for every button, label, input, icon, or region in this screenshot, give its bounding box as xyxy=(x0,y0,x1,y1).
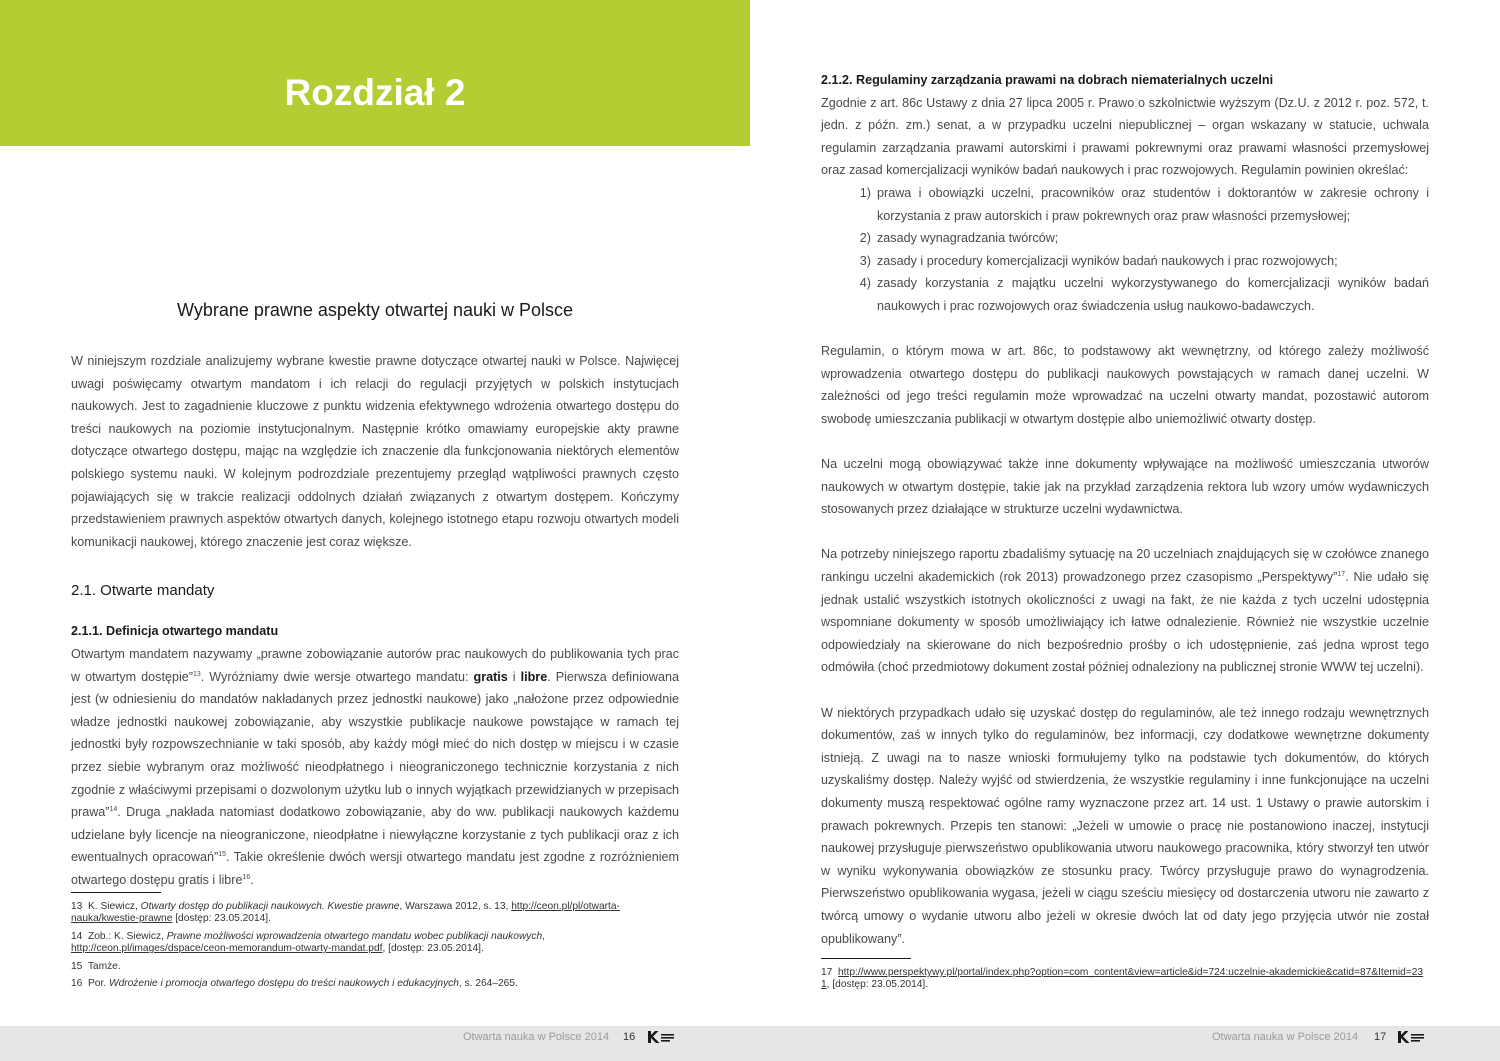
footnote-rule xyxy=(71,892,161,893)
left-body xyxy=(71,350,679,891)
paragraph-gap xyxy=(821,521,1429,544)
chapter-title: Rozdział 2 xyxy=(284,72,466,113)
subsection-heading: 2.1.2. Regulaminy zarządzania prawami na dobrach niematerialnych uczelni xyxy=(821,73,1274,87)
footnote-link[interactable]: http://ceon.pl/images/dspace/ceon-memorandum-otwarty-mandat.pdf xyxy=(71,943,383,955)
text-run: i xyxy=(507,669,521,684)
list-text: zasady i procedury komercjalizacji wyników badań naukowych i prac rozwojowych; xyxy=(877,253,1338,268)
chapter-subtitle: Wybrane prawne aspekty otwartej nauki w Polsce xyxy=(176,300,574,320)
footnote-number: 15 xyxy=(71,960,83,972)
page-number: 16 xyxy=(623,1031,636,1043)
paragraph-gap xyxy=(821,679,1429,702)
text-run: Otwartym mandatem nazywamy „prawne zobowiązanie autorów prac naukowych do publikowania tych prac w otwartym dostępie” xyxy=(71,646,679,684)
requirements-list xyxy=(821,182,1429,318)
page-number: 17 xyxy=(1374,1031,1387,1043)
list-number: 2) xyxy=(859,231,871,246)
footnote-16 xyxy=(71,978,671,990)
footnote-text: , s. 264–265. xyxy=(458,978,518,990)
paragraph-gap xyxy=(821,431,1429,454)
footnote-title: Prawne możliwości wprowadzenia otwartego mandatu wobec publikacji naukowych xyxy=(166,930,543,942)
list-text: prawa i obowiązki uczelni, pracowników oraz studentów i doktorantów w zakresie ochrony i korzystania z praw autorskich i praw pokrewnych oraz praw własności przemysłowej; xyxy=(877,185,1429,223)
paragraph: Regulamin, o którym mowa w art. 86c, to podstawowy akt wewnętrzny, od którego zależy możliwość wprowadzenia otwartego dostępu do publikacji naukowych powstających w ramach danej uczelni. W zależności od jego treści regulamin może wprowadzać na uczelni otwarty mandat, pozostawić autorom swobodę umieszczania publikacji w otwartym dostępie albo uniemożliwić otwarty dostęp. xyxy=(821,344,1429,426)
left-footnotes xyxy=(71,901,671,995)
term-gratis: gratis xyxy=(473,669,508,684)
text-run: Na potrzeby niniejszego raportu zbadaliśmy sytuację na 20 uczelniach znajdujących się w czołówce znanego rankingu uczelni akademickich (rok 2013) prowadzonego przez czasopismo „Perspektywy” xyxy=(821,547,1429,585)
list-item xyxy=(821,272,1429,317)
footer-label: Otwarta nauka w Polsce 2014 xyxy=(463,1031,610,1043)
footnote-15 xyxy=(71,961,671,973)
right-page xyxy=(750,0,1500,1061)
text-run: . Druga „nakłada natomiast dodatkowo zobowiązanie, aby do ww. publikacji naukowych każdemu udzielane były licencje na nieograniczone, nieodpłatne i niewyłączne korzystanie z tych publikacji oraz z ich ewentualnych opracowań” xyxy=(71,805,679,865)
footnote-text: Zob.: K. Siewicz, xyxy=(88,930,167,942)
footnote-text: , Warszawa 2012, s. 13, xyxy=(399,901,512,912)
footnote-number: 17 xyxy=(821,967,833,978)
footnote-title: Wdrożenie i promocja otwartego dostępu do treści naukowych i edukacyjnych xyxy=(108,978,459,990)
paragraph-gap xyxy=(821,318,1429,341)
footnote-text: , xyxy=(542,930,545,942)
publisher-logo-icon xyxy=(1397,1030,1425,1044)
footnote-text: K. Siewicz, xyxy=(88,901,141,912)
footnote-title: Otwarty dostęp do publikacji naukowych. Kwestie prawne xyxy=(140,901,400,912)
footnote-ref-16[interactable]: 16 xyxy=(242,873,251,881)
list-number: 3) xyxy=(859,253,871,268)
footnote-link[interactable]: http://ceon.pl/pl/otwarta-nauka/kwestie-prawne xyxy=(71,901,620,925)
footnote-number: 16 xyxy=(71,978,83,990)
text-run: . xyxy=(250,872,254,887)
list-number: 4) xyxy=(859,276,871,291)
list-item xyxy=(821,182,1429,227)
list-text: zasady wynagradzania twórców; xyxy=(877,231,1059,246)
footnote-17 xyxy=(821,967,1429,992)
text-run: . Nie udało się jednak ustalić wszystkich istotnych okoliczności z uwagi na fakt, że nie każda z tych uczelni udostępnia wspomniane dokumenty w sposób umożliwiający ich łatwe odnalezienie. Również nie wszystkie uczelnie odpowiedziały na skierowane do nich bezpośrednio prośby o ich udostępnienie, zaś jedna wprost tego odmówiła (choć przedmiotowy dokument został później odnaleziony na publicznej stronie WWW tej uczelni). xyxy=(821,570,1429,675)
paragraph: W niektórych przypadkach udało się uzyskać dostęp do regulaminów, ale też innego rodzaju wewnętrznych dokumentów, zaś w innych tylko do regulaminów, bez informacji, czy dodatkowe wewnętrzne dokumenty istnieją. Z uwagi na to nasze wnioski formułujemy tylko na podstawie tych dokumentów, do których uzyskaliśmy dostęp. Należy wyjść od stwierdzenia, że wszystkie regulaminy i inne funkcjonujące na uczelni dokumenty muszą respektować ogólne ramy wyznaczone przez art. 14 ust. 1 Ustawy o prawie autorskim i prawach pokrewnych. Przepis ten stanowi: „Jeżeli w umowie o pracę nie postanowiono inaczej, instytucji naukowej przysługuje pierwszeństwo opublikowania utworu naukowego pracownika, który stworzył ten utwór w wyniku wykonywania obowiązków ze stosunku pracy. Twórcy przysługuje prawo do wynagrodzenia. Pierwszeństwo opublikowania wygasa, jeżeli w ciągu sześciu miesięcy od dostarczenia utworu nie zawarto z twórcą umowy o wydanie utworu albo jeżeli w okresie dwóch lat od daty jego przyjęcia utwór nie został opublikowany”. xyxy=(821,705,1429,946)
footer-label: Otwarta nauka w Polsce 2014 xyxy=(1212,1031,1359,1043)
footnote-ref-17[interactable]: 17 xyxy=(1337,570,1346,578)
intro-paragraph: W niniejszym rozdziale analizujemy wybrane kwestie prawne dotyczące otwartej nauki w Polsce. Najwięcej uwagi poświęcamy otwartym mandatom i ich relacji do regulacji przyjętych w polskich instytucjach naukowych. Jest to zagadnienie kluczowe z punktu widzenia efektywnego wdrożenia otwartego dostępu do treści naukowych na poziomie instytucjonalnym. Następnie krótko omawiamy europejskie akty prawne dotyczące otwartego dostępu, mając na względzie ich znaczenie dla funkcjonowania niektórych elementów polskiego systemu nauki. W kolejnym podrozdziale prezentujemy przegląd wątpliwości prawnych często pojawiających się w trakcie realizacji oddolnych działań związanych z otwartym dostępem. Kończymy przedstawieniem prawnych aspektów otwartych danych, kolejnego istotnego etapu rozwoju otwartych modeli komunikacji naukowej, którego znaczenie jest coraz większe. xyxy=(71,354,679,549)
footnote-text: , [dostęp: 23.05.2014]. xyxy=(382,943,484,955)
list-text: zasady korzystania z majątku uczelni wykorzystywanego do komercjalizacji wyników badań naukowych i prac rozwojowych oraz świadczenia usług naukowo-badawczych. xyxy=(877,276,1429,313)
term-libre: libre xyxy=(520,669,548,684)
footnote-text: [dostęp: 23.05.2014]. xyxy=(172,913,271,925)
footer-band xyxy=(750,1026,1500,1061)
footnote-ref-13[interactable]: 13 xyxy=(192,670,201,678)
paragraph: Na uczelni mogą obowiązywać także inne dokumenty wpływające na możliwość umieszczania utworów naukowych w otwartym dostępie, takie jak na przykład zarządzenia rektora lub wzory umów wydawniczych stosowanych przez działające w strukturze uczelni wydawnictwa. xyxy=(821,457,1429,517)
list-item xyxy=(821,250,1429,273)
paragraph xyxy=(821,543,1429,679)
footnote-text: Por. xyxy=(88,978,109,990)
paragraph: Zgodnie z art. 86c Ustawy z dnia 27 lipca 2005 r. Prawo o szkolnictwie wyższym (Dz.U. z 2012 r. poz. 572, t. jedn. z późn. zm.) senat, a w przypadku uczelni niepublicznej – organ wskazany w statucie, uchwala regulamin zarządzania prawami autorskimi i prawami pokrewnymi oraz prawami własności przemysłowej oraz zasad komercjalizacji wyników badań naukowych i prac rozwojowych. Regulamin powinien określać: xyxy=(821,95,1429,178)
footnote-number: 14 xyxy=(71,930,83,942)
right-footnotes xyxy=(821,967,1429,997)
text-run: . Wyróżniamy dwie wersje otwartego mandatu: xyxy=(200,669,474,684)
footnote-ref-14[interactable]: 14 xyxy=(109,805,118,813)
list-item xyxy=(821,227,1429,250)
list-number: 1) xyxy=(859,185,871,200)
right-body xyxy=(821,69,1429,950)
text-run: . Pierwsza definiowana jest (w odniesieniu do mandatów nakładanych przez jednostki naukowe) jako „nałożone przez odpowiednie władze jednostki naukowej zobowiązanie, aby wszystkie publikacje naukowe powstające w ramach tej jednostki były rozpowszechnianie w taki sposób, aby każdy mógł mieć do nich dostęp w miejscu i w czasie przez siebie wybranym oraz możliwość nieodpłatnego i nieograniczonego technicznie korzystania z nich zgodnie z właściwymi przepisami o dozwolonym użytku lub o innych wyjątkach przewidzianych w przepisach prawa” xyxy=(71,669,680,820)
footnote-rule xyxy=(821,958,911,959)
footer-band xyxy=(0,1026,750,1061)
footnote-text: Tamże. xyxy=(87,960,121,972)
footnote-14 xyxy=(71,931,671,956)
footnote-13 xyxy=(71,901,671,926)
text-run: . Takie określenie dwóch wersji otwartego mandatu jest zgodne z rozróżnieniem otwartego dostępu gratis i libre xyxy=(71,850,679,887)
section-heading: 2.1. Otwarte mandaty xyxy=(71,582,215,600)
footnote-number: 13 xyxy=(71,901,83,912)
footnote-ref-15[interactable]: 15 xyxy=(218,851,226,859)
footnote-link[interactable]: http://www.perspektywy.pl/portal/index.php?option=com_content&view=article&id=724:uczelnie-akademickie&catid=87&Itemid=231 xyxy=(821,967,1424,991)
footnote-text: , [dostęp: 23.05.2014]. xyxy=(826,979,929,991)
publisher-logo-icon xyxy=(647,1030,675,1044)
definition-paragraph xyxy=(71,643,679,892)
subsection-heading: 2.1.1. Definicja otwartego mandatu xyxy=(71,624,279,639)
